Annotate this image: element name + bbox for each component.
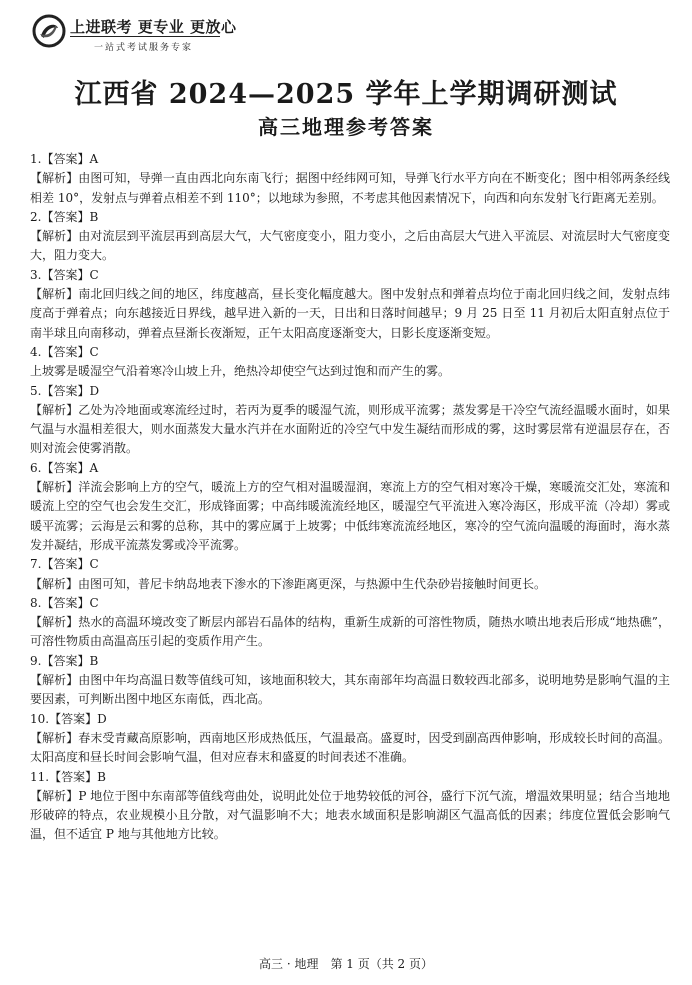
answer-key: 【答案】C xyxy=(41,557,99,572)
answer-key: 【答案】C xyxy=(41,344,99,359)
analysis-text: 【解析】由对流层到平流层再到高层大气，大气密度变小，阻力变小，之后由高层大气进入平流层、对流层时大气密度变大，阻力变大。 xyxy=(30,229,670,263)
question-item xyxy=(30,150,670,208)
answer-line xyxy=(30,266,670,285)
answer-line xyxy=(30,150,670,169)
answer-line xyxy=(30,768,670,787)
page-footer: 高三 · 地理 第 1 页（共 2 页） xyxy=(259,957,433,971)
question-number: 7. xyxy=(30,557,42,572)
question-item xyxy=(30,555,670,594)
question-number: 5. xyxy=(30,383,42,398)
logo-divider xyxy=(70,36,220,37)
analysis-text: 【解析】由图可知，普尼卡纳岛地表下渗水的下渗距离更深，与热源中生代杂砂岩接触时间更长。 xyxy=(30,576,547,591)
analysis-text: 【解析】洋流会影响上方的空气，暖流上方的空气相对温暖湿润，寒流上方的空气相对寒冷干燥，寒暖流交汇处，寒流和暖流上空的空气也会发生交汇，形成锋面雾；中高纬暖流流经地区，暖湿空气平流进入寒冷海区，形成平流（冷却）雾或暖平流雾；云海是云和雾的总称，其中的雾应属于上坡雾；中低纬寒流流经地区，寒冷的空气流向温暖的海面时，海水蒸发并凝结，形成平流蒸发雾或冷平流雾。 xyxy=(30,480,670,552)
question-item xyxy=(30,594,670,652)
question-item xyxy=(30,382,670,459)
answer-line xyxy=(30,382,670,401)
answer-key: 【答案】B xyxy=(41,653,99,668)
question-number: 3. xyxy=(30,267,42,282)
answer-key: 【答案】B xyxy=(49,769,106,784)
question-item xyxy=(30,459,670,555)
exam-subtitle: 高三地理参考答案 xyxy=(258,115,434,139)
question-number: 8. xyxy=(30,595,42,610)
question-item xyxy=(30,266,670,343)
answer-key: 【答案】A xyxy=(41,460,99,475)
analysis-text: 【解析】南北回归线之间的地区，纬度越高，昼长变化幅度越大。图中发射点和弹着点均位于南北回归线之间，发射点纬度高于弹着点；向东越接近日界线，越早进入新的一天，日出和日落时间越早；9 月 25 日至 11 月初后太阳直射点位于南半球且向南移动，弹着点昼渐长夜渐短，正午太阳高度逐渐变大，日影长度逐渐变短。 xyxy=(30,287,670,340)
analysis-text: 【解析】春末受青藏高原影响，西南地区形成热低压，气温最高。盛夏时，因受到副高西伸影响，形成较长时间的高温。太阳高度和昼长时间会影响气温，但对应春末和盛夏的时间表述不准确。 xyxy=(30,730,670,765)
question-number: 1. xyxy=(30,152,42,166)
logo-tagline: 一站式考试服务专家 xyxy=(94,43,194,53)
swirl-logo-icon xyxy=(32,14,66,48)
publisher-logo xyxy=(32,14,292,56)
question-item xyxy=(30,652,670,710)
answer-key: 【答案】D xyxy=(41,383,100,398)
logo-slogan: 上进联考 更专业 更放心 xyxy=(70,18,237,36)
answer-line xyxy=(30,343,670,362)
analysis-text: 【解析】P 地位于图中东南部等值线弯曲处，说明此处位于地势较低的河谷，盛行下沉气流，增温效果明显；结合当地地形破碎的特点，农业规模小且分散，对气温影响不大；地表水域面积是影响湖区气温高低的因素；纬度位置低会影响气温，但不适宜 P 地与其他地方比较。 xyxy=(30,788,670,842)
answer-line xyxy=(30,652,670,671)
question-item xyxy=(30,343,670,382)
answer-line xyxy=(30,710,670,729)
answer-key: 【答案】C xyxy=(41,267,99,282)
analysis-text: 上坡雾是暖湿空气沿着寒冷山坡上升，绝热冷却使空气达到过饱和而产生的雾。 xyxy=(30,364,451,379)
answer-key: 【答案】A xyxy=(41,152,99,166)
analysis-text: 【解析】热水的高温环境改变了断层内部岩石晶体的结构，重新生成新的可溶性物质，随热水喷出地表后形成“地热礁”，可溶性物质由高温高压引起的变质作用产生。 xyxy=(30,615,670,649)
answer-line xyxy=(30,594,670,613)
answer-list xyxy=(30,150,670,845)
answer-line xyxy=(30,555,670,574)
analysis-text: 【解析】由图可知，导弹一直由西北向东南飞行；据图中经纬网可知，导弹飞行水平方向在不断变化；图中相邻两条经线相差 10°，发射点与弹着点相差不到 110°；以地球为参照，不考虑其他因素情况下，向西和向东发射飞行距离无差别。 xyxy=(30,171,670,205)
answer-key: 【答案】B xyxy=(41,209,99,224)
question-number: 9. xyxy=(30,653,42,668)
answer-key: 【答案】D xyxy=(49,711,107,726)
answer-line xyxy=(30,208,670,227)
exam-title: 江西省 2024—2025 学年上学期调研测试 xyxy=(74,79,618,110)
question-item xyxy=(30,710,670,768)
question-number: 11. xyxy=(30,769,50,784)
question-number: 10. xyxy=(30,711,50,726)
analysis-text: 【解析】乙处为冷地面或寒流经过时，若丙为夏季的暖湿气流，则形成平流雾；蒸发雾是干冷空气流经温暖水面时，如果气温与水温相差很大，则水面蒸发大量水汽并在水面附近的冷空气中发生凝结而形成的雾，这时雾层常有逆温层存在，否则对流会使雾消散。 xyxy=(30,402,670,456)
question-item xyxy=(30,208,670,266)
question-number: 6. xyxy=(30,460,42,475)
question-number: 4. xyxy=(30,344,42,359)
analysis-text: 【解析】由图中年均高温日数等值线可知，该地面积较大，其东南部年均高温日数较西北部多，说明地势是影响气温的主要因素，可判断出图中地区东南低，西北高。 xyxy=(30,673,670,707)
question-number: 2. xyxy=(30,209,42,224)
answer-line xyxy=(30,459,670,478)
question-item xyxy=(30,768,670,845)
answer-key: 【答案】C xyxy=(41,595,99,610)
